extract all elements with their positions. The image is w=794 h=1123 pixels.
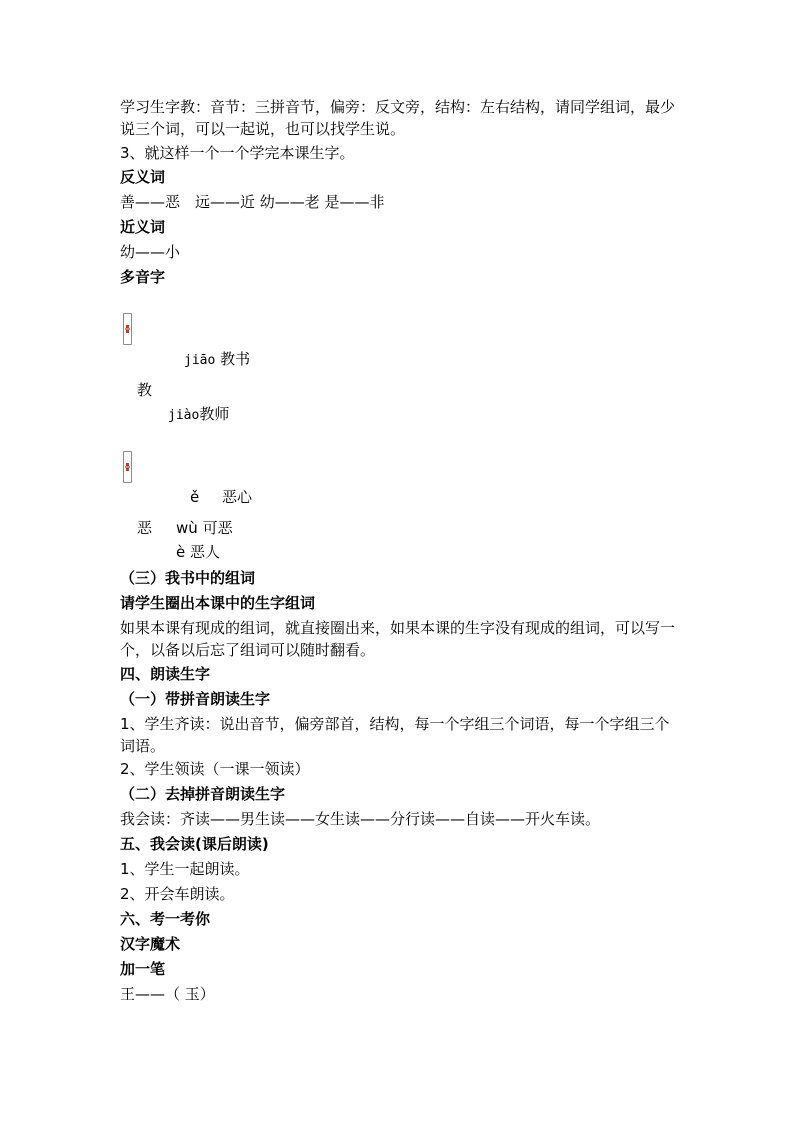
example-word: 恶心 <box>222 488 253 506</box>
example-word: 教师 <box>199 405 230 423</box>
image-placeholder-icon <box>123 451 132 483</box>
polyphone-character: 恶 <box>137 519 153 537</box>
heading-add-stroke: 加一笔 <box>120 960 166 978</box>
pinyin: jiào <box>168 408 200 423</box>
paragraph-study-character: 学习生字教：音节：三拼音节，偏旁：反文旁，结构：左右结构，请同学组词，最少说三个词，可以一起说，也可以找学生说。 <box>120 98 676 138</box>
polyphone-reading <box>176 518 233 538</box>
paragraph-step-3: 3、就这样一个一个学完本课生字。 <box>120 144 355 162</box>
heading-section-three: （三）我书中的组词 <box>120 569 256 587</box>
paragraph-lead-reading: 2、学生领读（一课一领读） <box>120 760 310 778</box>
broken-image-mark <box>125 328 130 330</box>
pinyin: jiāo <box>184 353 216 368</box>
polyphone-reading <box>184 349 250 371</box>
paragraph-read-together: 1、学生齐读：说出音节，偏旁部首，结构，每一个字组三个词语，每一个字组三个词语。 <box>120 715 670 755</box>
heading-test-you: 六、考一考你 <box>120 910 211 928</box>
heading-circle-words: 请学生圈出本课中的生字组词 <box>120 594 316 612</box>
heading-read-with-pinyin: （一）带拼音朗读生字 <box>120 690 271 708</box>
heading-synonyms: 近义词 <box>120 218 166 236</box>
pinyin: è <box>176 543 186 561</box>
polyphone-reading <box>190 487 252 507</box>
example-word: 教书 <box>220 350 251 368</box>
example-word: 恶人 <box>190 543 221 561</box>
paragraph-read-together-2: 1、学生一起朗读。 <box>120 860 250 878</box>
antonym-list: 善——恶 远——近 幼——老 是——非 <box>120 193 385 211</box>
synonym-list: 幼——小 <box>120 243 181 261</box>
heading-i-can-read: 五、我会读(课后朗读) <box>120 835 269 853</box>
heading-antonyms: 反义词 <box>120 168 166 186</box>
paragraph-train-reading: 2、开会车朗读。 <box>120 885 235 903</box>
image-placeholder-icon <box>123 313 132 345</box>
polyphone-character: 教 <box>137 381 153 399</box>
paragraph-circle-words: 如果本课有现成的组词，就直接圈出来，如果本课的生字没有现成的组词，可以写一个，以备以后忘了组词可以随时翻看。 <box>120 619 676 659</box>
heading-character-magic: 汉字魔术 <box>120 935 181 953</box>
pinyin: ě <box>190 488 200 506</box>
polyphone-reading <box>176 542 220 562</box>
heading-read-aloud: 四、朗读生字 <box>120 665 211 683</box>
paragraph-reading-order: 我会读：齐读——男生读——女生读——分行读——自读——开火车读。 <box>120 810 601 828</box>
heading-polyphones: 多音字 <box>120 268 166 286</box>
heading-read-without-pinyin: （二）去掉拼音朗读生字 <box>120 785 286 803</box>
polyphone-reading <box>168 404 229 426</box>
example-word: 可恶 <box>202 519 233 537</box>
broken-image-mark <box>125 466 130 468</box>
paragraph-add-stroke-example: 王——（ 玉） <box>120 985 215 1003</box>
pinyin: wù <box>176 519 198 537</box>
